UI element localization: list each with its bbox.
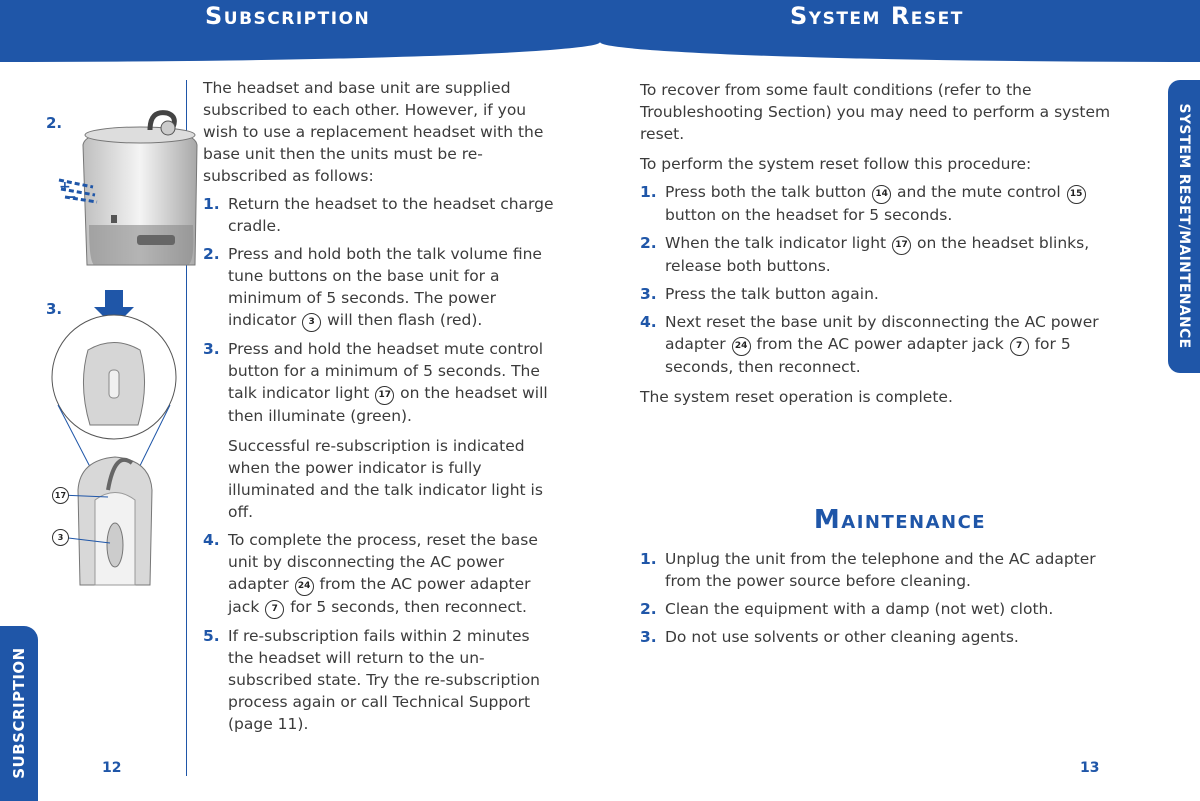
system-reset-complete: The system reset operation is complete.: [640, 388, 953, 406]
list-item: 2. Press and hold both the talk volume fine tune buttons on the base unit for a minimum of 5 seconds. The power indicator 3 will then flash (red).: [203, 243, 558, 332]
list-item: 3. Do not use solvents or other cleaning agents.: [640, 628, 1019, 646]
callout-3: 3: [52, 529, 69, 546]
figure-3-label: 3.: [46, 300, 63, 318]
page-number-right: 13: [1080, 760, 1100, 776]
figure-2-label: 2.: [46, 114, 63, 132]
list-item: 4. To complete the process, reset the base unit by disconnecting the AC power adapter 24 from the AC power adapter jack 7 for 5 seconds, then reconnect.: [203, 529, 558, 619]
maintenance-title: Maintenance: [813, 505, 987, 535]
callout-14-inline: 14: [872, 185, 891, 204]
page-title-subscription: Subscription: [205, 2, 371, 30]
list-item: 2. Clean the equipment with a damp (not wet) cloth.: [640, 600, 1054, 618]
headset-cradle-illustration: [40, 285, 190, 595]
callout-17: 17: [52, 487, 69, 504]
subscription-intro: The headset and base unit are supplied subscribed to each other. However, if you wish to use a replacement headset with the base unit then the units must be re-subscribed as follows:: [203, 79, 544, 185]
callout-15-inline: 15: [1067, 185, 1086, 204]
callout-24-inline: 24: [295, 577, 314, 596]
side-tab-subscription: [0, 626, 38, 801]
callout-17-inline: 17: [892, 236, 911, 255]
callout-7-inline: 7: [265, 600, 284, 619]
subscription-steps: [203, 193, 558, 735]
system-reset-steps: [640, 181, 1120, 378]
maintenance-section: [640, 542, 1120, 648]
list-item: 3. Press the talk button again.: [640, 285, 879, 303]
side-tab-system-reset-maintenance: [1168, 80, 1200, 373]
system-reset-procedure: To perform the system reset follow this procedure:: [640, 155, 1032, 173]
page-number-left: 12: [102, 760, 122, 776]
svg-text:–: –: [69, 189, 76, 205]
system-reset-intro: To recover from some fault conditions (refer to the Troubleshooting Section) you may need to perform a system reset.: [640, 81, 1111, 143]
subscription-section: [203, 77, 558, 735]
side-tab-system-reset-label: SYSTEM RESET/MAINTENANCE: [1176, 103, 1192, 349]
maintenance-steps: [640, 548, 1120, 648]
list-item: 1. Unplug the unit from the telephone and the AC adapter from the power source before cleaning.: [640, 550, 1096, 590]
subscription-success-note: Successful re-subscription is indicated when the power indicator is fully illuminated and the talk indicator light is off.: [228, 437, 543, 521]
svg-text:+: +: [59, 179, 71, 195]
list-item: 2. When the talk indicator light 17 on the headset blinks, release both buttons.: [640, 234, 1090, 275]
list-item: 4. Next reset the base unit by disconnecting the AC power adapter 24 from the AC power adapter jack 7 for 5 seconds, then reconnect.: [640, 313, 1099, 376]
base-unit-illustration: [55, 105, 215, 270]
system-reset-section: [640, 79, 1120, 408]
callout-24-inline: 24: [732, 337, 751, 356]
list-item: 3. Press and hold the headset mute control button for a minimum of 5 seconds. The talk indicator light 17 on the headset will then illuminate (green). Successful re-subscription is indicated when the power indicator is fully illuminated and the talk indicator light is off.: [203, 338, 558, 523]
callout-3-inline: 3: [302, 313, 321, 332]
callout-17-inline: 17: [375, 386, 394, 405]
callout-7-inline: 7: [1010, 337, 1029, 356]
list-item: 5. If re-subscription fails within 2 minutes the headset will return to the un-subscribed state. Try the re-subscription process again or call Technical Support (page 11).: [203, 627, 541, 733]
page-title-system-reset: System Reset: [790, 2, 964, 30]
side-tab-subscription-label: SUBSCRIPTION: [10, 647, 28, 779]
list-item: 1. Return the headset to the headset charge cradle.: [203, 195, 554, 235]
list-item: 1. Press both the talk button 14 and the mute control 15 button on the headset for 5 seconds.: [640, 181, 1120, 226]
